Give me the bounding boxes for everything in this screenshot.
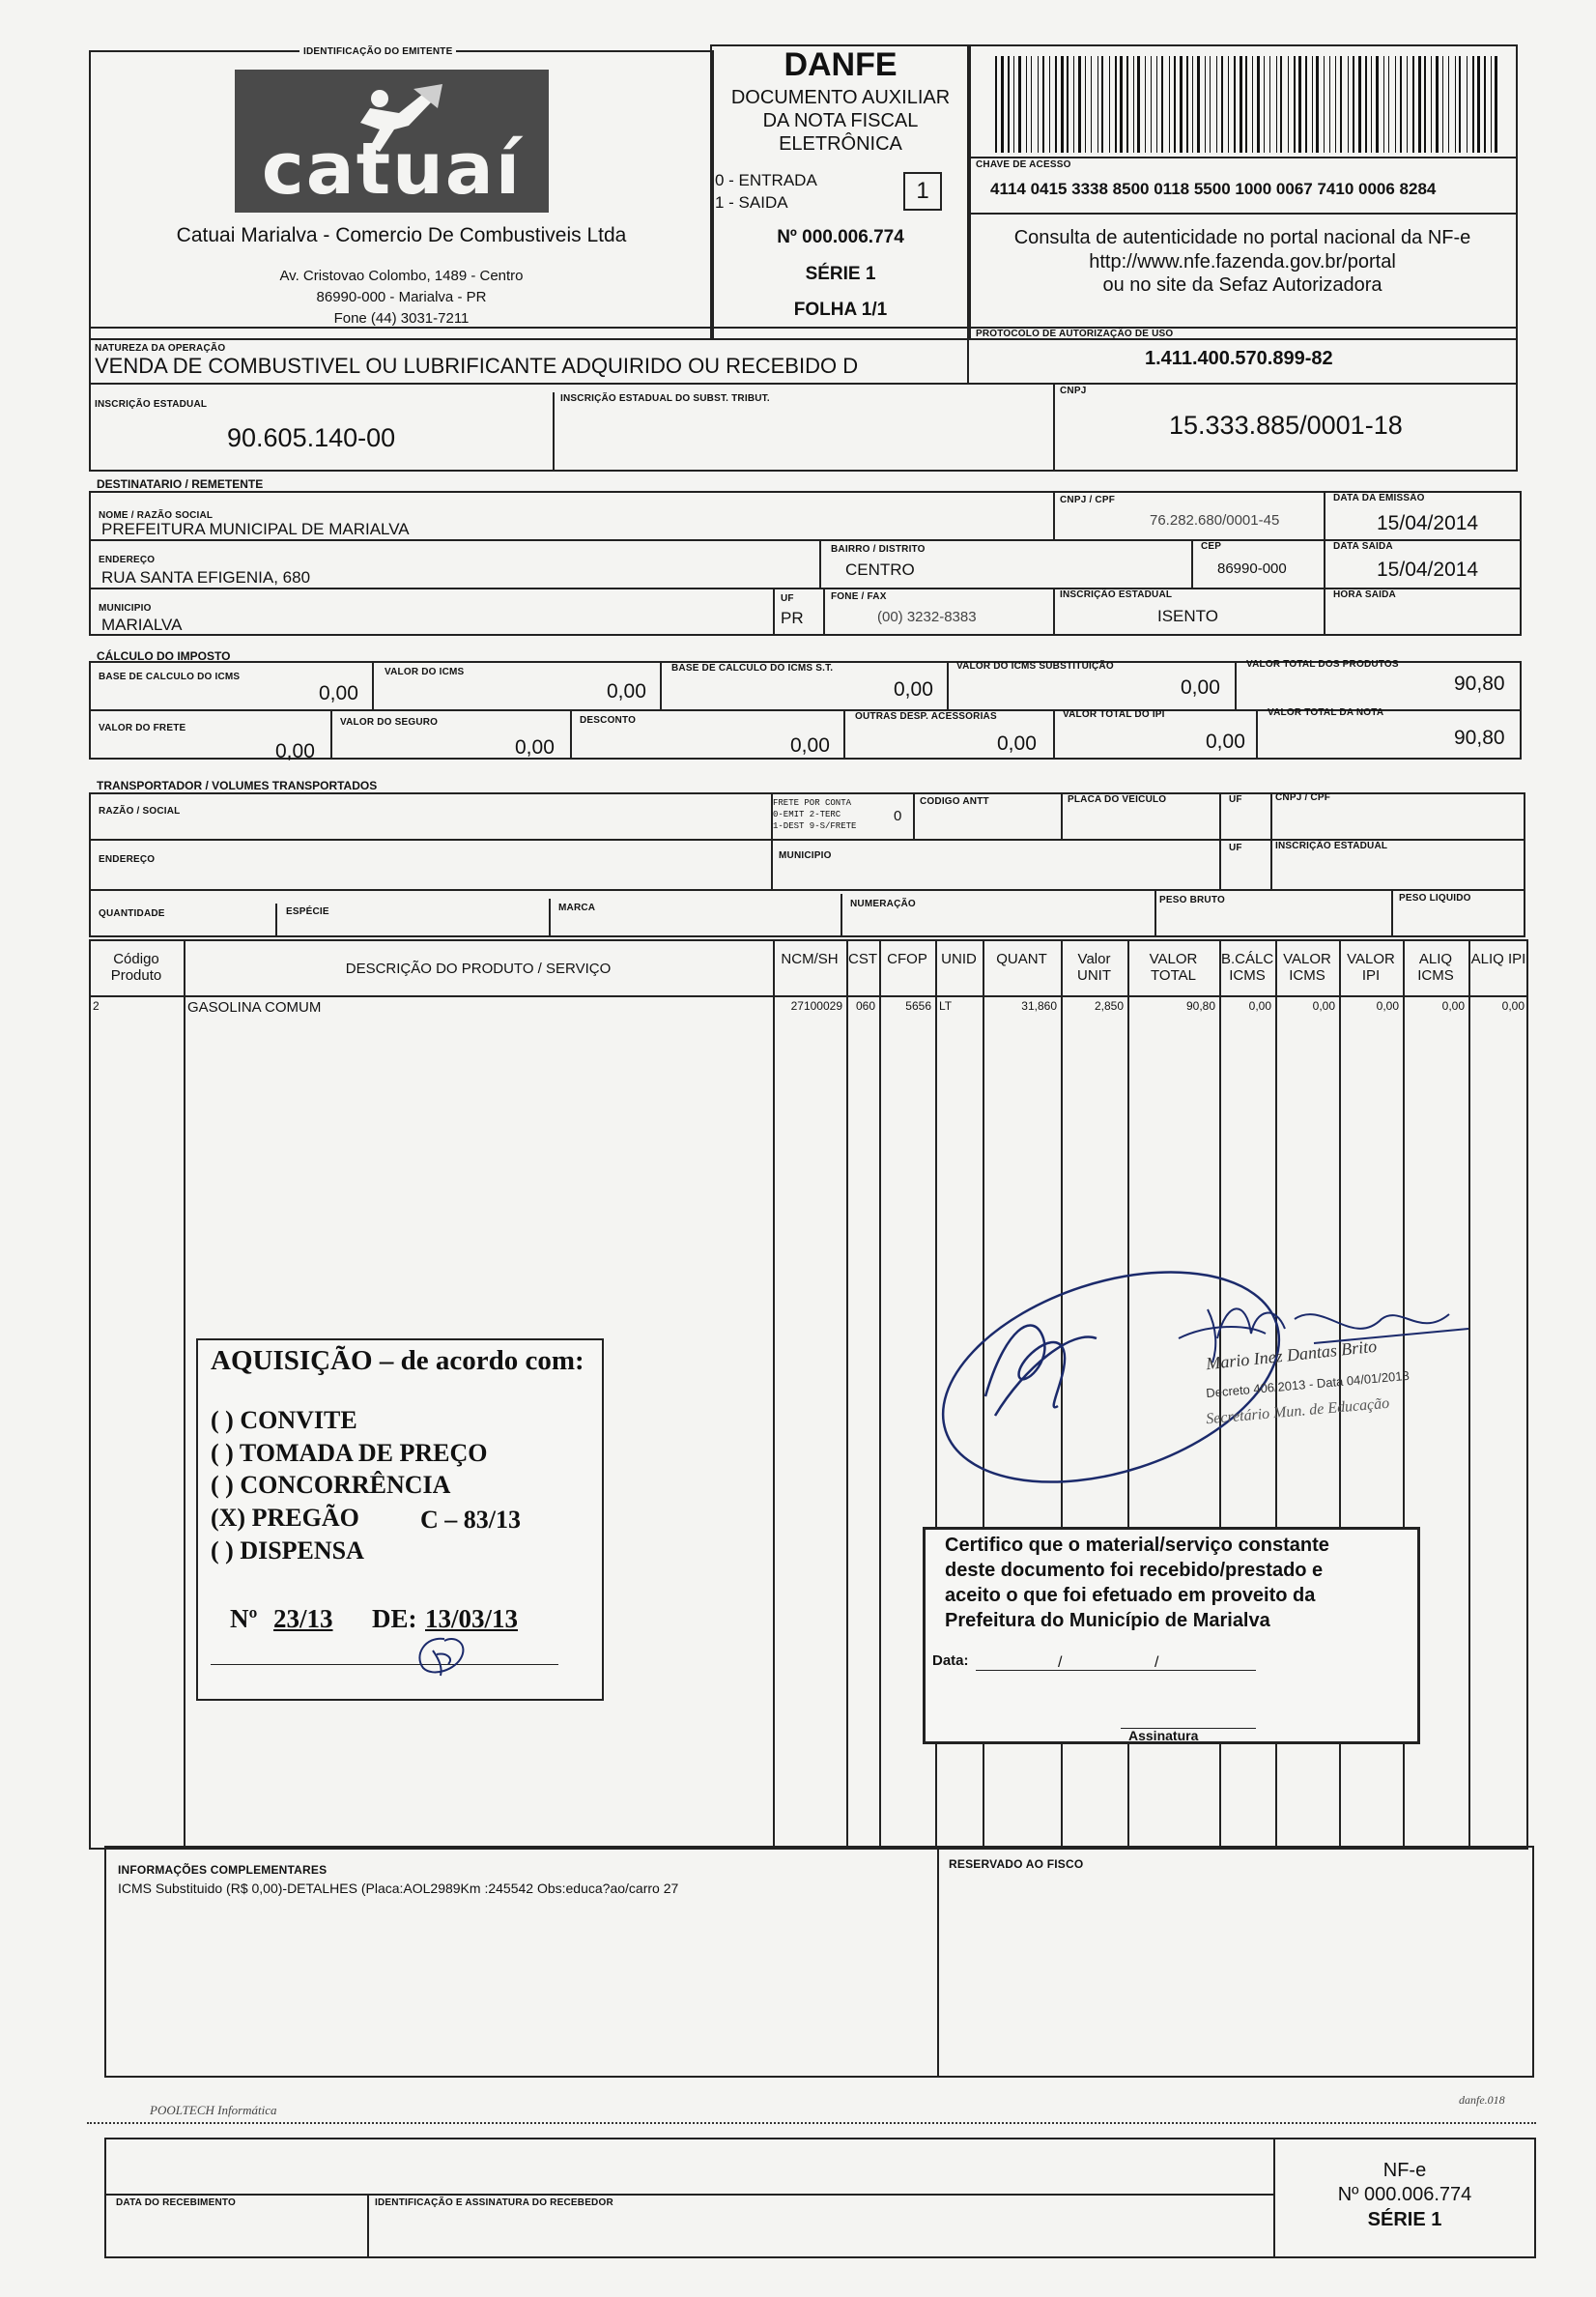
danfe-subtitle-2: DA NOTA FISCAL xyxy=(762,110,919,131)
dest-endereco: RUA SANTA EFIGENIA, 680 xyxy=(101,568,311,587)
aquisicao-opt-dispensa: ( ) DISPENSA xyxy=(211,1536,364,1565)
ie-st-label: INSCRIÇÃO ESTADUAL DO SUBST. TRIBUT. xyxy=(560,393,770,404)
transp-numeracao-label: NUMERAÇÃO xyxy=(850,899,916,909)
certificado-line-2: deste documento foi recebido/prestado e xyxy=(945,1560,1324,1581)
v-st-label: VALOR DO ICMS SUBSTITUIÇÃO xyxy=(956,661,1114,672)
danfe-tipo-box xyxy=(903,172,942,211)
director-role: Secretário Mun. de Educação xyxy=(1205,1394,1390,1428)
consulta-line-2: http://www.nfe.fazenda.gov.br/portal xyxy=(1089,251,1396,273)
dest-nome: PREFEITURA MUNICIPAL DE MARIALVA xyxy=(101,520,410,538)
destinatario-section-label: DESTINATARIO / REMETENTE xyxy=(97,477,264,491)
dest-emissao: 15/04/2014 xyxy=(1377,512,1479,534)
transp-placa-label: PLACA DO VEICULO xyxy=(1068,794,1167,805)
aquisicao-initials-icon xyxy=(386,1631,483,1680)
danfe-saida: 1 - SAIDA xyxy=(715,193,788,212)
bc-st-label: BASE DE CALCULO DO ICMS S.T. xyxy=(671,663,834,674)
header-col-unid: UNID xyxy=(941,951,977,967)
aquisicao-opt-pregao: (X) PREGÃO xyxy=(211,1504,359,1532)
transp-ie-label: INSCRIÇÃO ESTADUAL xyxy=(1275,841,1388,851)
bc-icms-label: BASE DE CALCULO DO ICMS xyxy=(99,672,241,682)
aquisicao-opt-convite: ( ) CONVITE xyxy=(211,1406,357,1434)
header-col-bc-icms: B.CÁLC ICMS xyxy=(1221,951,1274,984)
certificado-data-label: Data: xyxy=(932,1652,969,1669)
transp-marca-label: MARCA xyxy=(558,903,596,913)
cell-col-valor-ipi: 0,00 xyxy=(1376,999,1399,1013)
transp-frete-conta-1: FRETE POR CONTA xyxy=(773,798,852,808)
header-col-aliq-ipi: ALIQ IPI xyxy=(1470,951,1526,967)
desconto-label: DESCONTO xyxy=(580,715,637,726)
aquisicao-opt-tomada: ( ) TOMADA DE PREÇO xyxy=(211,1439,488,1467)
dest-municipio: MARIALVA xyxy=(101,616,183,634)
danfe-serie: SÉRIE 1 xyxy=(805,264,876,284)
cnpj-label: CNPJ xyxy=(1060,386,1087,396)
transp-endereco-label: ENDEREÇO xyxy=(99,854,156,865)
transp-uf2-label: UF xyxy=(1229,843,1242,853)
transp-peso-liquido-label: PESO LIQUIDO xyxy=(1399,893,1471,904)
seguro-label: VALOR DO SEGURO xyxy=(340,717,439,728)
v-st: 0,00 xyxy=(1181,676,1220,699)
transp-frete-conta-value: 0 xyxy=(894,808,902,824)
dest-uf-label: UF xyxy=(781,593,794,604)
danfe-entrada: 0 - ENTRADA xyxy=(715,171,817,189)
certificado-line-4: Prefeitura do Município de Marialva xyxy=(945,1610,1270,1631)
dest-nome-label: NOME / RAZÃO SOCIAL xyxy=(99,510,214,521)
cell-col-aliq-icms: 0,00 xyxy=(1441,999,1465,1013)
transp-municipio-label: MUNICIPIO xyxy=(779,850,832,861)
aquisicao-de-label: DE: xyxy=(372,1604,417,1633)
cell-col-descricao: GASOLINA COMUM xyxy=(187,999,322,1016)
dest-bairro-label: BAIRRO / DISTRITO xyxy=(831,544,926,555)
bc-st: 0,00 xyxy=(894,678,933,701)
logo-text: catuaí xyxy=(261,128,523,211)
aquisicao-pregao-ref: C – 83/13 xyxy=(420,1506,521,1534)
ipi-label: VALOR TOTAL DO IPI xyxy=(1063,709,1165,720)
dest-saida-label: DATA SAIDA xyxy=(1333,541,1393,552)
rodape-left: POOLTECH Informática xyxy=(150,2103,277,2117)
ipi: 0,00 xyxy=(1206,731,1245,753)
dest-emissao-label: DATA DA EMISSÃO xyxy=(1333,493,1425,503)
emitente-section-label: IDENTIFICAÇÃO DO EMITENTE xyxy=(299,46,456,57)
aquisicao-de: 13/03/13 xyxy=(425,1604,519,1633)
aquisicao-num: 23/13 xyxy=(273,1604,333,1633)
seguro: 0,00 xyxy=(515,736,555,759)
danfe-subtitle-1: DOCUMENTO AUXILIAR xyxy=(730,87,951,108)
canhoto-ident-label: IDENTIFICAÇÃO E ASSINATURA DO RECEBEDOR xyxy=(375,2197,613,2208)
header-col-valor-icms: VALOR ICMS xyxy=(1283,951,1331,984)
dest-ie-label: INSCRIÇÃO ESTADUAL xyxy=(1060,589,1173,600)
header-col-descricao: DESCRIÇÃO DO PRODUTO / SERVIÇO xyxy=(345,961,612,977)
emitente-name: Catuai Marialva - Comercio De Combustiveis Ltda xyxy=(176,224,627,246)
canhoto-serie: SÉRIE 1 xyxy=(1367,2209,1442,2230)
dest-fone: (00) 3232-8383 xyxy=(877,609,977,625)
header-col-ncm: NCM/SH xyxy=(781,951,839,967)
cnpj-value: 15.333.885/0001-18 xyxy=(1169,411,1403,440)
chave-value: 4114 0415 3338 8500 0118 5500 1000 0067 7410 0006 8284 xyxy=(990,180,1437,198)
dest-endereco-label: ENDEREÇO xyxy=(99,555,156,565)
transp-antt-label: CODIGO ANTT xyxy=(920,796,989,807)
danfe-numero: Nº 000.006.774 xyxy=(777,227,904,247)
danfe-title: DANFE xyxy=(784,46,898,83)
cut-line xyxy=(87,2122,1536,2124)
chave-label: CHAVE DE ACESSO xyxy=(976,159,1071,170)
dest-fone-label: FONE / FAX xyxy=(831,591,887,602)
v-nota: 90,80 xyxy=(1454,727,1505,749)
header-col-quant: QUANT xyxy=(996,951,1047,967)
fisco-label: RESERVADO AO FISCO xyxy=(949,1857,1084,1871)
certificado-date-slash-2: / xyxy=(1154,1654,1159,1671)
dest-ie: ISENTO xyxy=(1157,607,1218,625)
cell-col-bc-icms: 0,00 xyxy=(1248,999,1271,1013)
cell-col-aliq-ipi: 0,00 xyxy=(1501,999,1525,1013)
cell-col-valor-unit: 2,850 xyxy=(1094,999,1124,1013)
transp-razao-label: RAZÃO / SOCIAL xyxy=(99,806,181,817)
certificado-line-3: aceito o que foi efetuado em proveito da xyxy=(945,1585,1316,1606)
cell-col-unid: LT xyxy=(939,999,953,1013)
transp-quantidade-label: QUANTIDADE xyxy=(99,908,165,919)
cell-col-cst: 060 xyxy=(855,999,875,1013)
consulta-line-1: Consulta de autenticidade no portal nacional da NF-e xyxy=(1013,227,1471,248)
natureza-label: NATUREZA DA OPERAÇÃO xyxy=(95,343,226,354)
canhoto-data-label: DATA DO RECEBIMENTO xyxy=(116,2197,236,2208)
dest-municipio-label: MUNICIPIO xyxy=(99,603,152,614)
certificado-line-1: Certifico que o material/serviço constante xyxy=(945,1535,1329,1556)
outras: 0,00 xyxy=(997,732,1037,755)
emitente-cep-city: 86990-000 - Marialva - PR xyxy=(316,289,487,305)
rodape-right: danfe.018 xyxy=(1459,2093,1505,2107)
transp-uf-label: UF xyxy=(1229,794,1242,805)
v-icms: 0,00 xyxy=(607,680,646,703)
header-col-aliq-icms: ALIQ ICMS xyxy=(1417,951,1454,984)
header-col-valor-total: VALOR TOTAL xyxy=(1149,951,1198,984)
canhoto-numero: Nº 000.006.774 xyxy=(1337,2184,1472,2205)
company-logo xyxy=(235,70,549,213)
cell-col-ncm: 27100029 xyxy=(790,999,842,1013)
consulta-line-3: ou no site da Sefaz Autorizadora xyxy=(1102,274,1382,296)
header-col-cst: CST xyxy=(848,951,877,967)
desconto: 0,00 xyxy=(790,734,830,757)
emitente-phone: Fone (44) 3031-7211 xyxy=(333,310,470,327)
director-decree: Decreto 406/2013 - Data 04/01/2013 xyxy=(1205,1367,1411,1401)
protocolo-value: 1.411.400.570.899-82 xyxy=(1145,348,1333,369)
natureza-value: VENDA DE COMBUSTIVEL OU LUBRIFICANTE ADQUIRIDO OU RECEBIDO D xyxy=(95,354,859,378)
danfe-tipo: 1 xyxy=(916,178,929,204)
dest-cep: 86990-000 xyxy=(1217,560,1287,577)
dest-saida: 15/04/2014 xyxy=(1377,559,1479,581)
transp-especie-label: ESPÉCIE xyxy=(286,906,329,917)
dest-cnpj-label: CNPJ / CPF xyxy=(1060,495,1116,505)
transporte-section-label: TRANSPORTADOR / VOLUMES TRANSPORTADOS xyxy=(97,779,378,792)
certificado-assinatura-label: Assinatura xyxy=(1128,1728,1199,1743)
danfe-folha: FOLHA 1/1 xyxy=(793,300,888,320)
aquisicao-opt-concorrencia: ( ) CONCORRÊNCIA xyxy=(211,1471,451,1499)
dest-uf: PR xyxy=(781,609,804,627)
outras-label: OUTRAS DESP. ACESSORIAS xyxy=(855,711,997,722)
cell-col-quant: 31,860 xyxy=(1021,999,1057,1013)
ie-value: 90.605.140-00 xyxy=(227,423,396,452)
barcode xyxy=(995,56,1497,153)
header-col-valor-ipi: VALOR IPI xyxy=(1347,951,1395,984)
transp-frete-conta-3: 1-DEST 9-S/FRETE xyxy=(773,821,857,831)
certificado-date-slash-1: / xyxy=(1058,1654,1063,1671)
cell-col-valor-total: 90,80 xyxy=(1185,999,1215,1013)
info-label: INFORMAÇÕES COMPLEMENTARES xyxy=(118,1863,328,1877)
dest-cnpj: 76.282.680/0001-45 xyxy=(1150,512,1280,529)
cell-col-codigo: 2 xyxy=(93,999,100,1013)
frete: 0,00 xyxy=(275,740,315,762)
transp-peso-bruto-label: PESO BRUTO xyxy=(1159,895,1225,905)
cell-col-valor-icms: 0,00 xyxy=(1312,999,1335,1013)
destinatario-box xyxy=(89,491,1522,636)
header-col-cfop: CFOP xyxy=(887,951,927,967)
v-nota-label: VALOR TOTAL DA NOTA xyxy=(1268,707,1384,718)
dest-bairro: CENTRO xyxy=(845,560,915,579)
bc-icms: 0,00 xyxy=(319,682,358,704)
header-col-codigo: Código Produto xyxy=(110,951,162,984)
ie-label: INSCRIÇÃO ESTADUAL xyxy=(95,399,208,410)
info-text: ICMS Substituido (R$ 0,00)-DETALHES (Placa:AOL2989Km :245542 Obs:educa?ao/carro 27 xyxy=(118,1881,679,1896)
danfe-subtitle-3: ELETRÔNICA xyxy=(779,133,902,155)
dest-cep-label: CEP xyxy=(1201,541,1222,552)
imposto-section-label: CÁLCULO DO IMPOSTO xyxy=(97,649,231,663)
dest-hora-label: HORA SAIDA xyxy=(1333,589,1396,600)
transp-cnpj-label: CNPJ / CPF xyxy=(1275,792,1331,803)
aquisicao-num-label: Nº xyxy=(230,1604,258,1633)
emitente-address: Av. Cristovao Colombo, 1489 - Centro xyxy=(279,268,524,284)
aquisicao-title: AQUISIÇÃO – de acordo com: xyxy=(211,1345,584,1376)
transp-frete-conta-2: 0-EMIT 2-TERC xyxy=(773,810,841,819)
header-col-valor-unit: Valor UNIT xyxy=(1077,951,1111,984)
cell-col-cfop: 5656 xyxy=(905,999,931,1013)
director-name: Mario Inez Dantas Brito xyxy=(1205,1335,1379,1374)
v-prod: 90,80 xyxy=(1454,673,1505,695)
v-prod-label: VALOR TOTAL DOS PRODUTOS xyxy=(1246,659,1399,670)
protocolo-label: PROTOCOLO DE AUTORIZAÇÃO DE USO xyxy=(976,329,1174,339)
v-icms-label: VALOR DO ICMS xyxy=(385,667,465,677)
frete-label: VALOR DO FRETE xyxy=(99,723,186,733)
canhoto-nfe: NF-e xyxy=(1382,2160,1427,2181)
